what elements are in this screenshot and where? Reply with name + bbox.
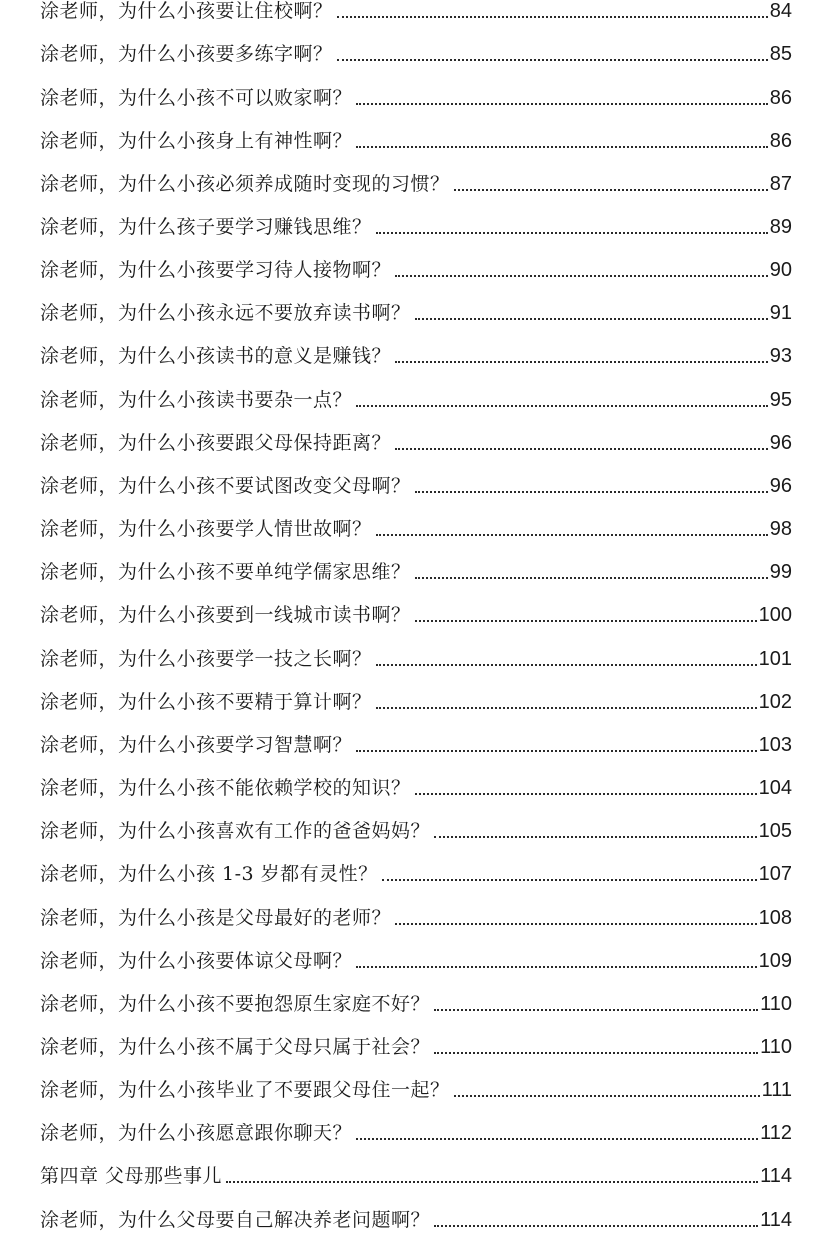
toc-entry[interactable]	[40, 901, 792, 931]
toc-entry-title: 涂老师，为什么小孩不要抱怨原生家庭不好？	[40, 993, 431, 1015]
toc-entry-title: 涂老师，为什么小孩要学习智慧啊？	[40, 734, 353, 756]
toc-entry-title: 涂老师，为什么小孩要学一技之长啊？	[40, 648, 372, 670]
dot-leader	[356, 966, 757, 968]
toc-entry[interactable]	[40, 339, 792, 369]
toc-entry[interactable]	[40, 814, 792, 844]
toc-entry-title: 涂老师，为什么孩子要学习赚钱思维？	[40, 216, 372, 238]
toc-entry[interactable]	[40, 1030, 792, 1060]
toc-entry-page: 89	[769, 216, 792, 238]
toc-entry[interactable]	[40, 426, 792, 456]
toc-entry-page: 86	[769, 130, 792, 152]
toc-entry[interactable]	[40, 598, 792, 628]
dot-leader	[434, 836, 757, 838]
toc-entry-page: 84	[769, 0, 792, 22]
toc-entry[interactable]	[40, 512, 792, 542]
toc-entry-page: 96	[769, 432, 792, 454]
dot-leader	[434, 1009, 758, 1011]
dot-leader	[415, 577, 768, 579]
toc-entry-title: 涂老师，为什么小孩愿意跟你聊天？	[40, 1122, 353, 1144]
dot-leader	[376, 707, 757, 709]
toc-entry-page: 87	[769, 173, 792, 195]
toc-entry-page: 110	[760, 993, 792, 1015]
toc-entry-page: 86	[769, 87, 792, 109]
toc-entry-page: 107	[758, 863, 792, 885]
toc-entry-title: 涂老师，为什么小孩毕业了不要跟父母住一起？	[40, 1079, 450, 1101]
toc-entry-title: 涂老师，为什么小孩不要单纯学儒家思维？	[40, 561, 411, 583]
toc-entry-page: 105	[758, 820, 792, 842]
toc-entry-page: 103	[758, 734, 792, 756]
toc-entry-title: 涂老师，为什么小孩是父母最好的老师？	[40, 907, 392, 929]
toc-entry-title: 涂老师，为什么小孩要跟父母保持距离？	[40, 432, 392, 454]
toc-entry-title: 涂老师，为什么小孩不要试图改变父母啊？	[40, 475, 411, 497]
toc-entry[interactable]	[40, 296, 792, 326]
toc-entry-title: 涂老师，为什么小孩不可以败家啊？	[40, 87, 353, 109]
dot-leader	[376, 664, 757, 666]
toc-entry-title: 涂老师，为什么小孩要学习待人接物啊？	[40, 259, 392, 281]
dot-leader	[415, 318, 768, 320]
dot-leader	[415, 491, 768, 493]
dot-leader	[356, 146, 768, 148]
toc-entry-page: 101	[758, 648, 792, 670]
toc-entry-page: 98	[769, 518, 792, 540]
toc-entry[interactable]	[40, 944, 792, 974]
toc-entry-page: 111	[761, 1079, 792, 1101]
toc-entry-page: 90	[769, 259, 792, 281]
toc-entry[interactable]	[40, 987, 792, 1017]
toc-entry-title: 涂老师，为什么小孩永远不要放弃读书啊？	[40, 302, 411, 324]
toc-entry-title: 涂老师，为什么小孩不要精于算计啊？	[40, 691, 372, 713]
toc-chapter-heading[interactable]	[40, 1159, 792, 1189]
dot-leader	[337, 16, 768, 18]
dot-leader	[382, 879, 757, 881]
dot-leader	[415, 620, 757, 622]
toc-entry[interactable]	[40, 37, 792, 67]
toc-entry-page: 91	[769, 302, 792, 324]
toc-entry[interactable]	[40, 124, 792, 154]
toc-entry-title: 涂老师，为什么小孩喜欢有工作的爸爸妈妈？	[40, 820, 431, 842]
toc-entry-title: 涂老师，为什么小孩必须养成随时变现的习惯？	[40, 173, 450, 195]
toc-entry[interactable]	[40, 167, 792, 197]
toc-entry-page: 96	[769, 475, 792, 497]
toc-entry-page: 114	[760, 1165, 792, 1187]
toc-entry-page: 85	[769, 43, 792, 65]
toc-entry-page: 112	[760, 1122, 792, 1144]
dot-leader	[376, 534, 768, 536]
toc-entry-title: 涂老师，为什么小孩要多练字啊？	[40, 43, 333, 65]
toc-entry[interactable]	[40, 253, 792, 283]
dot-leader	[337, 59, 768, 61]
toc-entry-title: 涂老师，为什么小孩要学人情世故啊？	[40, 518, 372, 540]
toc-entry[interactable]	[40, 1116, 792, 1146]
dot-leader	[356, 750, 757, 752]
dot-leader	[434, 1052, 758, 1054]
toc-entry-title: 涂老师，为什么小孩读书要杂一点？	[40, 389, 353, 411]
toc-entry-title: 涂老师，为什么小孩读书的意义是赚钱？	[40, 345, 392, 367]
toc-entry-title: 涂老师，为什么小孩 1-3 岁都有灵性？	[40, 863, 378, 885]
toc-entry[interactable]	[40, 1203, 792, 1233]
dot-leader	[454, 1095, 760, 1097]
toc-entry-page: 100	[758, 604, 792, 626]
toc-entry-title: 涂老师，为什么小孩身上有神性啊？	[40, 130, 353, 152]
toc-entry[interactable]	[40, 728, 792, 758]
toc-entry-title: 涂老师，为什么小孩不属于父母只属于社会？	[40, 1036, 431, 1058]
dot-leader	[454, 189, 768, 191]
dot-leader	[415, 793, 757, 795]
toc-entry-page: 102	[758, 691, 792, 713]
dot-leader	[395, 275, 768, 277]
toc-entry[interactable]	[40, 469, 792, 499]
dot-leader	[395, 361, 768, 363]
toc-entry[interactable]	[40, 81, 792, 111]
toc-entry[interactable]	[40, 642, 792, 672]
toc-chapter-title: 第四章 父母那些事儿	[40, 1165, 223, 1187]
toc-entry[interactable]	[40, 0, 792, 24]
toc-entry-page: 104	[758, 777, 792, 799]
toc-entry-page: 109	[758, 950, 792, 972]
dot-leader	[356, 1138, 758, 1140]
toc-entry[interactable]	[40, 857, 792, 887]
dot-leader	[376, 232, 768, 234]
toc-entry[interactable]	[40, 210, 792, 240]
toc-entry[interactable]	[40, 555, 792, 585]
toc-entry-title: 涂老师，为什么小孩不能依赖学校的知识？	[40, 777, 411, 799]
toc-entry-title: 涂老师，为什么小孩要到一线城市读书啊？	[40, 604, 411, 626]
toc-entry-page: 99	[769, 561, 792, 583]
toc-entry[interactable]	[40, 383, 792, 413]
toc-entry[interactable]	[40, 771, 792, 801]
dot-leader	[226, 1181, 758, 1183]
toc-entry-page: 95	[769, 389, 792, 411]
toc-entry[interactable]	[40, 685, 792, 715]
toc-entry-page: 93	[769, 345, 792, 367]
toc-entry-page: 108	[758, 907, 792, 929]
toc-entry-page: 110	[760, 1036, 792, 1058]
dot-leader	[434, 1225, 758, 1227]
dot-leader	[356, 103, 768, 105]
dot-leader	[356, 405, 768, 407]
dot-leader	[395, 448, 768, 450]
toc-entry-page: 114	[760, 1209, 792, 1231]
toc-entry[interactable]	[40, 1073, 792, 1103]
toc-entry-title: 涂老师，为什么小孩要让住校啊？	[40, 0, 333, 22]
toc-entry-title: 涂老师，为什么父母要自己解决养老问题啊？	[40, 1209, 431, 1231]
dot-leader	[395, 923, 757, 925]
toc-entry-title: 涂老师，为什么小孩要体谅父母啊？	[40, 950, 353, 972]
